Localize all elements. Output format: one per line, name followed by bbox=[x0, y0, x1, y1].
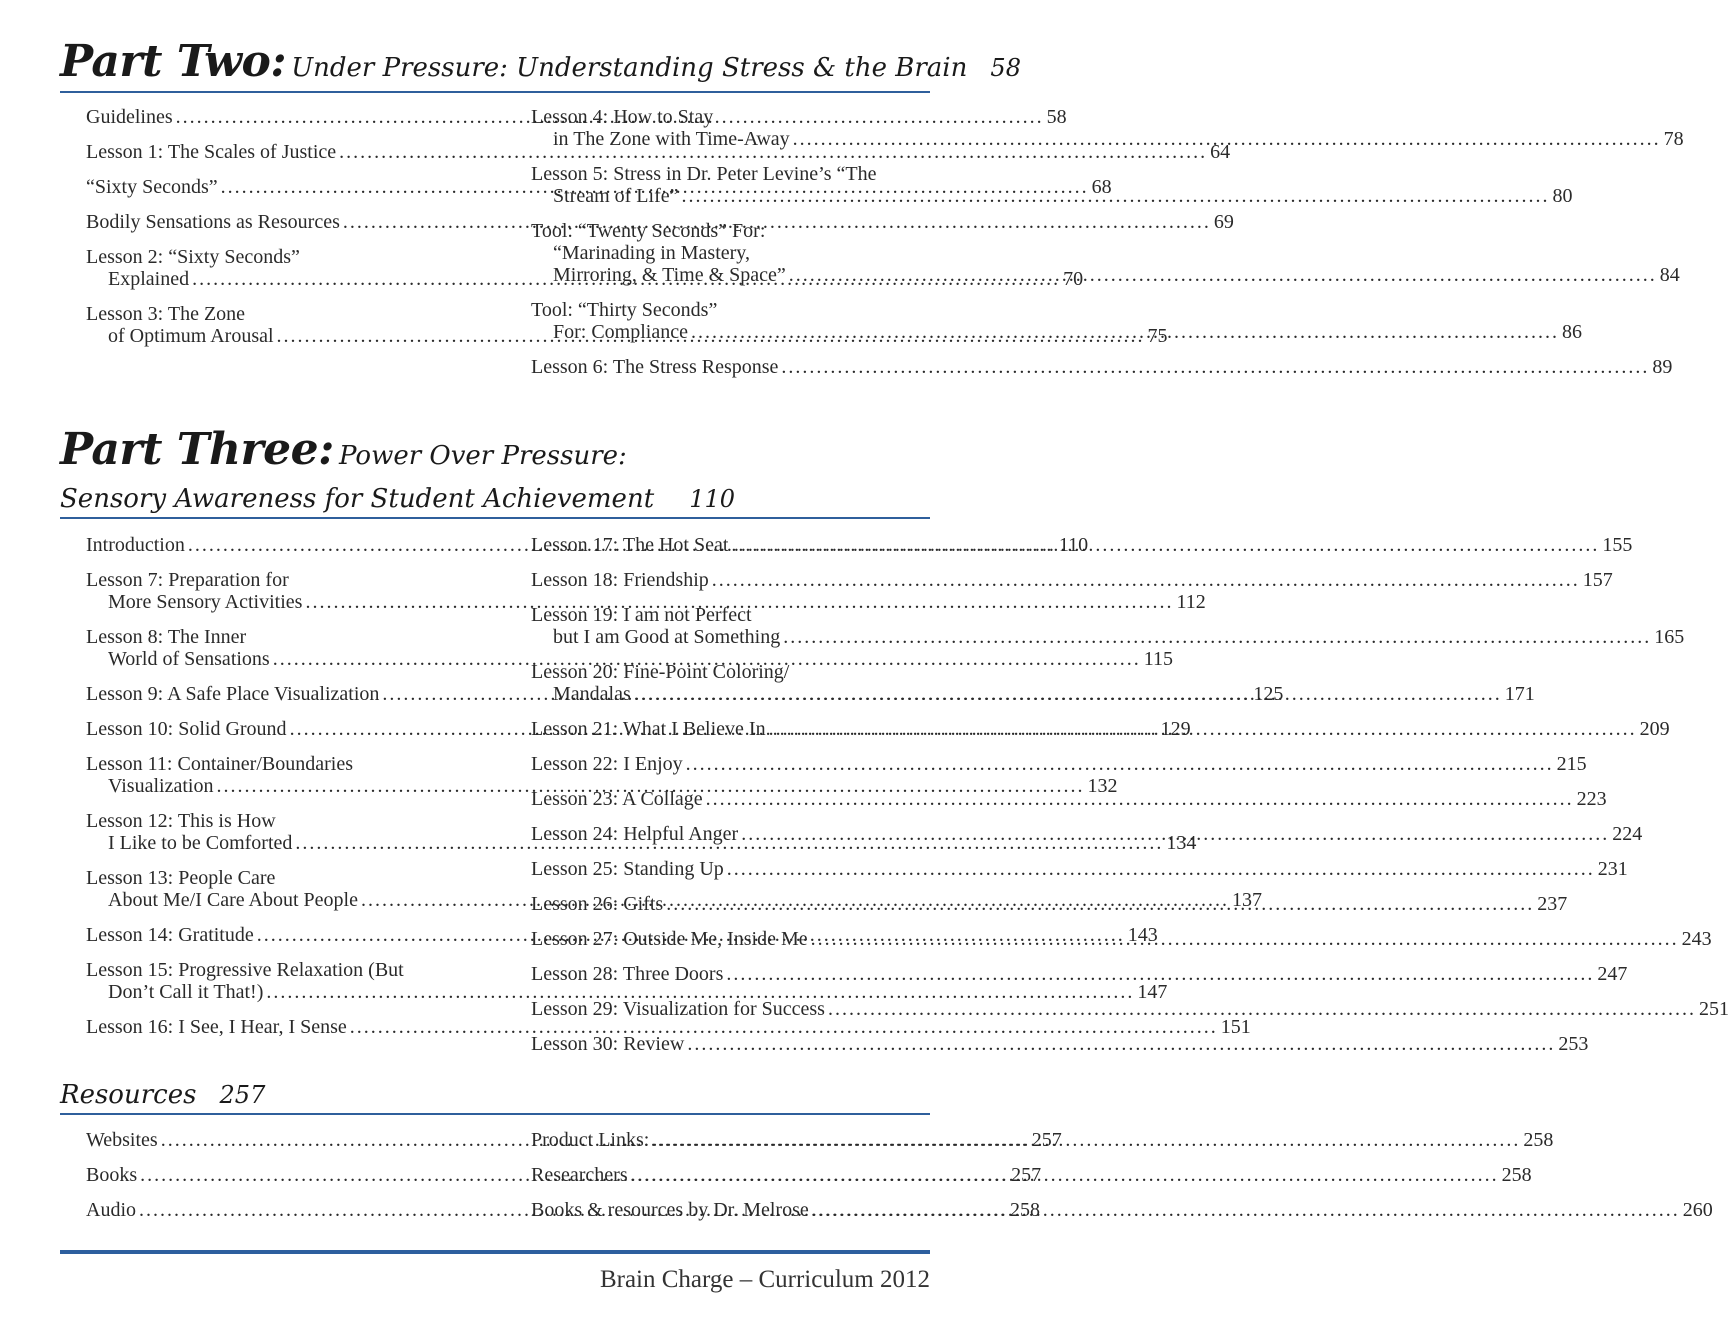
dot-leader bbox=[712, 569, 1580, 591]
toc-page-number: 237 bbox=[1537, 893, 1568, 915]
toc-page-number: 258 bbox=[1010, 1199, 1040, 1221]
toc-page-number: 69 bbox=[1213, 211, 1234, 233]
toc-page-number: 115 bbox=[1143, 648, 1173, 670]
toc-entry-continuation: About Me/I Care About People bbox=[108, 889, 358, 911]
toc-entry-title: Lesson 20: Fine-Point Coloring/ bbox=[531, 661, 790, 683]
toc-entry-continuation: Mirroring, & Time & Space” bbox=[553, 264, 786, 286]
toc-page-number: 86 bbox=[1561, 321, 1582, 343]
toc-entry bbox=[86, 141, 1231, 163]
part-three-subtitle: Power Over Pressure: bbox=[338, 441, 627, 471]
toc-entry-title: Lesson 1: The Scales of Justice bbox=[86, 141, 337, 163]
part-two-rule bbox=[60, 91, 930, 93]
toc-entry-title: Lesson 2: “Sixty Seconds” bbox=[86, 246, 300, 268]
toc-entry-continuation: of Optimum Arousal bbox=[108, 325, 274, 347]
toc-entry-continuation: Don’t Call it That!) bbox=[108, 981, 264, 1003]
toc-page-number: 155 bbox=[1602, 534, 1633, 556]
toc-entry bbox=[531, 356, 1673, 378]
toc-entry-continuation: Explained bbox=[108, 268, 190, 290]
toc-entry-title: Lesson 18: Friendship bbox=[531, 569, 709, 591]
dot-leader bbox=[682, 185, 1550, 207]
toc-page-number: 209 bbox=[1639, 718, 1670, 740]
toc-page-number: 70 bbox=[1063, 268, 1084, 290]
toc-page-number: 157 bbox=[1582, 569, 1613, 591]
toc-page-number: 215 bbox=[1556, 753, 1587, 775]
toc-page-number: 64 bbox=[1210, 141, 1231, 163]
dot-leader bbox=[812, 1199, 1680, 1221]
toc-entry-title: Lesson 19: I am not Perfect bbox=[531, 604, 752, 626]
toc-entry-title: Books & resources by Dr. Melrose bbox=[531, 1199, 809, 1221]
dot-leader bbox=[687, 1033, 1555, 1055]
toc-page-number: 125 bbox=[1253, 683, 1284, 705]
toc-entry-title: Lesson 25: Standing Up bbox=[531, 858, 724, 880]
toc-entry-title: Lesson 26: Gifts bbox=[531, 893, 664, 915]
dot-leader bbox=[726, 963, 1594, 985]
toc-entry-title: Audio bbox=[86, 1199, 136, 1221]
toc-page-number: 129 bbox=[1160, 718, 1191, 740]
resources-rule bbox=[60, 1113, 930, 1115]
resources-heading: Resources bbox=[60, 1080, 197, 1110]
toc-entry bbox=[531, 963, 1628, 985]
toc-entry-title: Lesson 16: I See, I Hear, I Sense bbox=[86, 1016, 347, 1038]
toc-entry-title: “Sixty Seconds” bbox=[86, 176, 218, 198]
resources-title bbox=[60, 1080, 265, 1110]
toc-entry-title: Lesson 9: A Safe Place Visualization bbox=[86, 683, 380, 705]
toc-entry-title: Product Links: bbox=[531, 1129, 650, 1151]
toc-entry-title: Lesson 13: People Care bbox=[86, 867, 276, 889]
toc-entry bbox=[86, 1016, 1251, 1038]
toc-entry-title: Lesson 10: Solid Ground bbox=[86, 718, 287, 740]
part-three-rule bbox=[60, 517, 930, 519]
toc-page-number: 247 bbox=[1597, 963, 1628, 985]
toc-page-number: 84 bbox=[1659, 264, 1680, 286]
toc-entry bbox=[531, 858, 1628, 880]
toc-page-number: 78 bbox=[1663, 128, 1684, 150]
dot-leader bbox=[652, 1129, 1520, 1151]
toc-entry-title: Lesson 11: Container/Boundaries bbox=[86, 753, 353, 775]
toc-entry-title: Lesson 30: Review bbox=[531, 1033, 685, 1055]
toc-entry-title: Lesson 15: Progressive Relaxation (But bbox=[86, 959, 404, 981]
dot-leader bbox=[741, 823, 1609, 845]
toc-page-number: 260 bbox=[1682, 1199, 1713, 1221]
dot-leader bbox=[811, 928, 1679, 950]
toc-entry-continuation: “Marinading in Mastery, bbox=[553, 242, 750, 264]
dot-leader bbox=[789, 264, 1657, 286]
toc-entry-title: Lesson 28: Three Doors bbox=[531, 963, 724, 985]
resources-page: 257 bbox=[219, 1081, 266, 1109]
part-three-subtitle2: Sensory Awareness for Student Achievement bbox=[60, 484, 655, 514]
toc-entry-title: Lesson 21: What I Believe In bbox=[531, 718, 766, 740]
toc-entry-continuation: More Sensory Activities bbox=[108, 591, 303, 613]
part-two-title bbox=[60, 36, 1021, 87]
toc-entry-title: Bodily Sensations as Resources bbox=[86, 211, 340, 233]
toc-entry-title: Lesson 22: I Enjoy bbox=[531, 753, 683, 775]
toc-entry-title: Lesson 5: Stress in Dr. Peter Levine’s “The bbox=[531, 163, 877, 185]
toc-entry-title: Lesson 29: Visualization for Success bbox=[531, 998, 825, 1020]
dot-leader bbox=[783, 626, 1651, 648]
dot-leader bbox=[781, 356, 1649, 378]
part-two-page: 58 bbox=[990, 54, 1021, 82]
toc-entry-title: Researchers bbox=[531, 1164, 628, 1186]
dot-leader bbox=[631, 1164, 1499, 1186]
toc-entry bbox=[531, 788, 1607, 810]
toc-entry-title: Lesson 4: How to Stay bbox=[531, 106, 714, 128]
toc-entry-continuation: in The Zone with Time-Away bbox=[553, 128, 790, 150]
toc-entry-title: Lesson 8: The Inner bbox=[86, 626, 247, 648]
toc-page-number: 110 bbox=[1058, 534, 1089, 556]
part-two-subtitle: Under Pressure: Understanding Stress & the Brain bbox=[291, 53, 968, 83]
toc-entry-title: Tool: “Twenty Seconds” For: bbox=[531, 220, 766, 242]
toc-page-number: 151 bbox=[1220, 1016, 1251, 1038]
toc-entry-title: Guidelines bbox=[86, 106, 173, 128]
toc-page-number: 231 bbox=[1597, 858, 1628, 880]
toc-entry-continuation: Visualization bbox=[108, 775, 214, 797]
part-three-heading: Part Three: bbox=[60, 424, 334, 475]
toc-entry-title: Lesson 23: A Collage bbox=[531, 788, 703, 810]
toc-entry bbox=[531, 998, 1729, 1020]
part-three-page: 110 bbox=[689, 485, 736, 513]
dot-leader bbox=[793, 128, 1661, 150]
toc-entry bbox=[531, 604, 1685, 648]
dot-leader bbox=[706, 788, 1574, 810]
toc-page-number: 224 bbox=[1612, 823, 1643, 845]
toc-page-number: 223 bbox=[1576, 788, 1607, 810]
toc-entry-title: Lesson 6: The Stress Response bbox=[531, 356, 779, 378]
toc-entry-continuation: Stream of Life” bbox=[553, 185, 679, 207]
dot-leader bbox=[686, 753, 1554, 775]
toc-entry bbox=[531, 1033, 1589, 1055]
dot-leader bbox=[691, 321, 1559, 343]
toc-page-number: 137 bbox=[1231, 889, 1262, 911]
toc-entry-title: Websites bbox=[86, 1129, 158, 1151]
toc-page-number: 251 bbox=[1698, 998, 1729, 1020]
toc-page-number: 132 bbox=[1087, 775, 1118, 797]
toc-page-number: 258 bbox=[1501, 1164, 1532, 1186]
dot-leader bbox=[727, 858, 1595, 880]
toc-page-number: 165 bbox=[1654, 626, 1685, 648]
toc-page-number: 75 bbox=[1147, 325, 1168, 347]
toc-page-number: 89 bbox=[1652, 356, 1673, 378]
toc-page-number: 143 bbox=[1127, 924, 1158, 946]
dot-leader bbox=[666, 893, 1534, 915]
toc-page-number: 112 bbox=[1176, 591, 1206, 613]
toc-entry-continuation: For: Compliance bbox=[553, 321, 688, 343]
toc-page-number: 258 bbox=[1523, 1129, 1554, 1151]
part-two-heading: Part Two: bbox=[60, 36, 287, 87]
part-three-title-line2 bbox=[60, 484, 735, 514]
toc-entry-title: Lesson 3: The Zone bbox=[86, 303, 246, 325]
part-three-title bbox=[60, 424, 627, 475]
toc-page-number: 171 bbox=[1504, 683, 1535, 705]
toc-entry-title: Lesson 27: Outside Me, Inside Me bbox=[531, 928, 808, 950]
toc-entry-title: Lesson 24: Helpful Anger bbox=[531, 823, 739, 845]
toc-entry-title: Lesson 14: Gratitude bbox=[86, 924, 254, 946]
toc-entry-title: Introduction bbox=[86, 534, 185, 556]
toc-page-number: 68 bbox=[1091, 176, 1112, 198]
toc-entry-continuation: Mandalas bbox=[553, 683, 631, 705]
toc-entry-title: Books bbox=[86, 1164, 138, 1186]
toc-page-number: 80 bbox=[1552, 185, 1573, 207]
dot-leader bbox=[634, 683, 1502, 705]
dot-leader bbox=[731, 534, 1599, 556]
toc-entry-title: Tool: “Thirty Seconds” bbox=[531, 299, 718, 321]
toc-page-number: 257 bbox=[1031, 1129, 1062, 1151]
toc-page-number: 253 bbox=[1558, 1033, 1589, 1055]
toc-page-number: 243 bbox=[1681, 928, 1712, 950]
toc-entry-title: Lesson 12: This is How bbox=[86, 810, 276, 832]
toc-page-number: 257 bbox=[1011, 1164, 1042, 1186]
footer-text: Brain Charge – Curriculum 2012 bbox=[599, 1266, 930, 1293]
toc-entry-title: Lesson 7: Preparation for bbox=[86, 569, 289, 591]
toc-entry bbox=[531, 753, 1587, 775]
toc-entry-continuation: but I am Good at Something bbox=[553, 626, 781, 648]
toc-page-number: 58 bbox=[1046, 106, 1067, 128]
dot-leader bbox=[769, 718, 1637, 740]
toc-entry-title: Lesson 17: The Hot Seat bbox=[531, 534, 729, 556]
toc-page-number: 134 bbox=[1166, 832, 1197, 854]
toc-entry-continuation: World of Sensations bbox=[108, 648, 270, 670]
toc-page-number: 147 bbox=[1137, 981, 1168, 1003]
footer-rule bbox=[60, 1250, 930, 1254]
toc-entry-continuation: I Like to be Comforted bbox=[108, 832, 293, 854]
dot-leader bbox=[828, 998, 1696, 1020]
toc-entry bbox=[531, 569, 1613, 591]
